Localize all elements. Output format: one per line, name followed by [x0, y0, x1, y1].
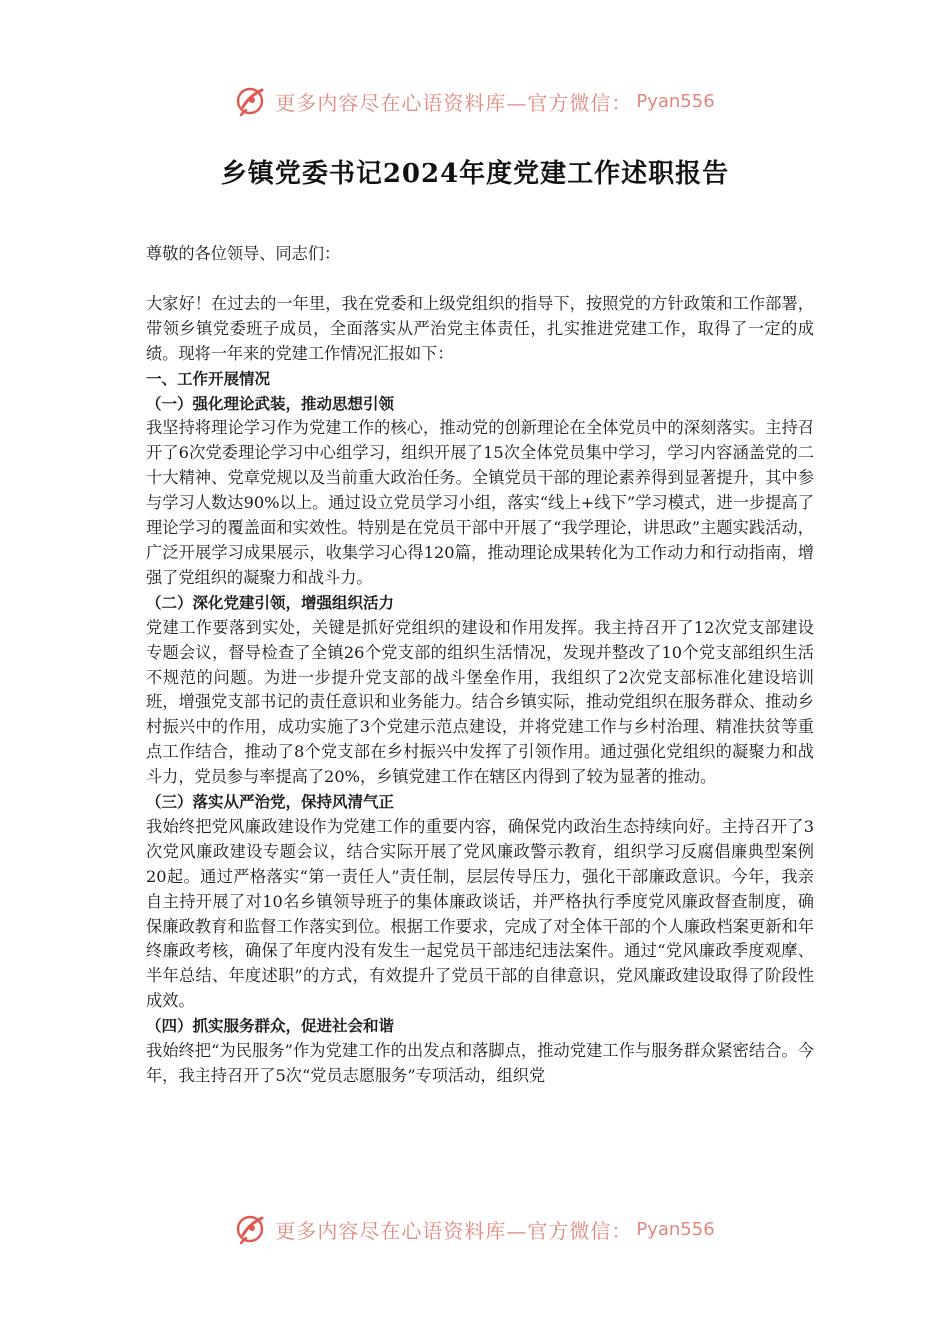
watermark-wechat-id: Pyan556 — [636, 90, 715, 112]
subsection-heading-4: （四）抓实服务群众，促进社会和谐 — [146, 1017, 395, 1036]
subsection-heading-3: （三）落实从严治党，保持风清气正 — [146, 793, 395, 812]
brush-logo-icon — [235, 1212, 269, 1246]
subsection-paragraph-1: 我坚持将理论学习作为党建工作的核心，推动党的创新理论在全体党员中的深刻落实。主持召开了6次党委理论学习中心组学习，组织开展了15次全体党员集中学习，学习内容涵盖党的二十大精神、党章党规以及当前重大政治任务。全镇党员干部的理论素养得到显著提升，其中参与学习人数达90%以上。通过设立党员学习小组，落实“线上+线下”学习模式，进一步提高了理论学习的覆盖面和实效性。特别是在党员干部中开展了“我学理论，讲思政”主题实践活动，广泛开展学习成果展示，收集学习心得120篇，推动理论成果转化为工作动力和行动指南，增强了党组织的凝聚力和战斗力。 — [146, 418, 814, 587]
section-heading: 一、工作开展情况 — [146, 369, 271, 388]
document-body — [146, 242, 814, 1089]
greeting: 尊敬的各位领导、同志们： — [146, 244, 341, 263]
intro-paragraph: 大家好！在过去的一年里，我在党委和上级党组织的指导下，按照党的方针政策和工作部署，带领乡镇党委班子成员，全面落实从严治党主体责任，扎实推进党建工作，取得了一定的成绩。现将一年来的党建工作情况汇报如下： — [146, 293, 814, 363]
watermark-footer — [0, 1212, 950, 1246]
brush-logo-icon — [235, 84, 269, 118]
subsection-paragraph-4: 我始终把“为民服务”作为党建工作的出发点和落脚点，推动党建工作与服务群众紧密结合。今年，我主持召开了5次“党员志愿服务”专项活动，组织党 — [146, 1041, 814, 1085]
subsection-heading-2: （二）深化党建引领，增强组织活力 — [146, 593, 395, 612]
subsection-heading-1: （一）强化理论武装，推动思想引领 — [146, 394, 395, 413]
watermark-header — [0, 84, 950, 118]
document-title: 乡镇党委书记2024年度党建工作述职报告 — [220, 159, 730, 189]
watermark-text: 更多内容尽在心语资料库—官方微信： — [275, 1218, 633, 1243]
watermark-wechat-id: Pyan556 — [636, 1218, 715, 1240]
watermark-text: 更多内容尽在心语资料库—官方微信： — [275, 90, 633, 115]
subsection-paragraph-3: 我始终把党风廉政建设作为党建工作的重要内容，确保党内政治生态持续向好。主持召开了3次党风廉政建设专题会议，结合实际开展了党风廉政警示教育，组织学习反腐倡廉典型案例20起。通过严格落实“第一责任人”责任制，层层传导压力，强化干部廉政意识。今年，我亲自主持开展了对10名乡镇领导班子的集体廉政谈话，并严格执行季度党风廉政督查制度，确保廉政教育和监督工作落实到位。根据工作要求，完成了对全体干部的个人廉政档案更新和年终廉政考核，确保了年度内没有发生一起党员干部违纪违法案件。通过“党风廉政季度观摩、半年总结、年度述职”的方式，有效提升了党员干部的自律意识，党风廉政建设取得了阶段性成效。 — [146, 816, 814, 1011]
subsection-paragraph-2: 党建工作要落到实处，关键是抓好党组织的建设和作用发挥。我主持召开了12次党支部建设专题会议，督导检查了全镇26个党支部的组织生活情况，发现并整改了10个党支部组织生活不规范的问题。为进一步提升党支部的战斗堡垒作用，我组织了2次党支部标准化建设培训班，增强党支部书记的责任意识和业务能力。结合乡镇实际，推动党组织在服务群众、推动乡村振兴中的作用，成功实施了3个党建示范点建设，并将党建工作与乡村治理、精准扶贫等重点工作结合，推动了8个党支部在乡村振兴中发挥了引领作用。通过强化党组织的凝聚力和战斗力，党员参与率提高了20%，乡镇党建工作在辖区内得到了较为显著的推动。 — [146, 617, 814, 787]
